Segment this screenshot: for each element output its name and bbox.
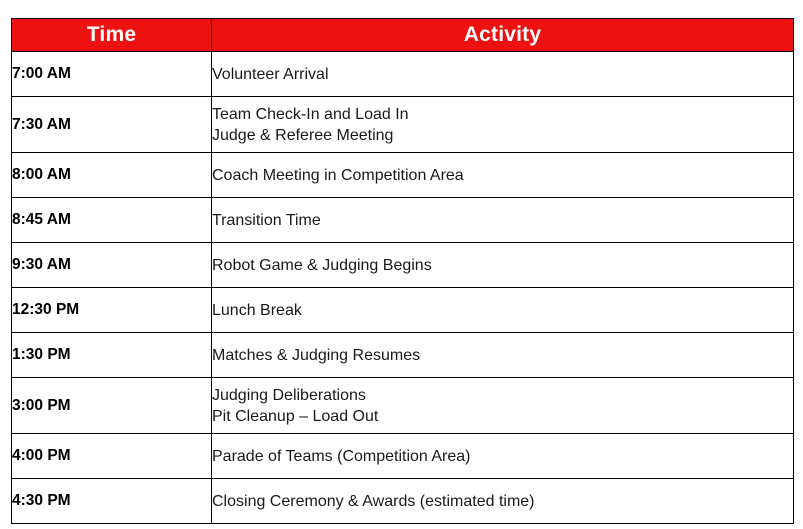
table-row [12, 333, 794, 378]
activity-line: Closing Ceremony & Awards (estimated time) [212, 492, 535, 510]
cell-time: 7:30 AM [12, 97, 212, 153]
activity-line: Team Check-In and Load In [212, 105, 409, 123]
activity-text [212, 165, 793, 186]
column-header-time: Time [12, 19, 212, 52]
cell-activity [212, 288, 794, 333]
cell-time: 8:45 AM [12, 198, 212, 243]
activity-line: Matches & Judging Resumes [212, 346, 421, 364]
table-header-row [12, 19, 794, 52]
activity-text [212, 210, 793, 231]
activity-text [212, 385, 793, 427]
activity-line: Transition Time [212, 211, 321, 229]
cell-time: 9:30 AM [12, 243, 212, 288]
table-row [12, 288, 794, 333]
table-row [12, 97, 794, 153]
cell-activity [212, 378, 794, 434]
table-row [12, 434, 794, 479]
activity-text [212, 104, 793, 146]
activity-line: Volunteer Arrival [212, 65, 329, 83]
column-header-activity: Activity [212, 19, 794, 52]
activity-text [212, 300, 793, 321]
cell-activity [212, 333, 794, 378]
event-schedule-table [11, 18, 794, 524]
table-row [12, 378, 794, 434]
table-row [12, 479, 794, 524]
table-row [12, 198, 794, 243]
cell-time: 3:00 PM [12, 378, 212, 434]
cell-activity [212, 153, 794, 198]
cell-activity [212, 434, 794, 479]
table-header [12, 19, 794, 52]
cell-time: 8:00 AM [12, 153, 212, 198]
activity-text [212, 345, 793, 366]
activity-line: Judging Deliberations [212, 386, 366, 404]
table-body [12, 52, 794, 524]
cell-time: 4:30 PM [12, 479, 212, 524]
cell-activity [212, 97, 794, 153]
cell-time: 1:30 PM [12, 333, 212, 378]
activity-text [212, 64, 793, 85]
activity-line: Pit Cleanup – Load Out [212, 407, 379, 425]
cell-time: 12:30 PM [12, 288, 212, 333]
activity-line: Lunch Break [212, 301, 302, 319]
table-row [12, 243, 794, 288]
activity-line: Parade of Teams (Competition Area) [212, 447, 471, 465]
cell-activity [212, 198, 794, 243]
activity-line: Robot Game & Judging Begins [212, 256, 432, 274]
activity-text [212, 446, 793, 467]
activity-line: Judge & Referee Meeting [212, 126, 394, 144]
table-row [12, 52, 794, 97]
cell-activity [212, 52, 794, 97]
activity-line: Coach Meeting in Competition Area [212, 166, 464, 184]
cell-time: 4:00 PM [12, 434, 212, 479]
activity-text [212, 491, 793, 512]
table-row [12, 153, 794, 198]
cell-time: 7:00 AM [12, 52, 212, 97]
activity-text [212, 255, 793, 276]
cell-activity [212, 243, 794, 288]
cell-activity [212, 479, 794, 524]
